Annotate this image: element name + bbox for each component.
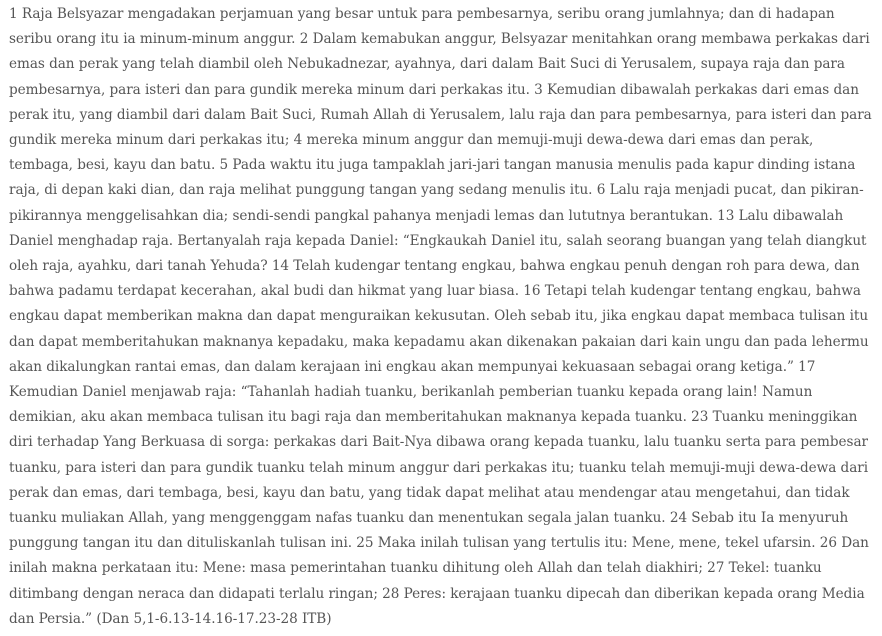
scripture-passage: 1 Raja Belsyazar mengadakan perjamuan yang besar untuk para pembesarnya, seribu orang jumlahnya; dan di hadapan seribu orang itu ia minum-minum anggur. 2 Dalam kemabukan anggur, Belsyazar menitahkan orang membawa perkakas dari emas dan perak yang telah diambil oleh Nebukadnezar, ayahnya, dari dalam Bait Suci di Yerusalem, supaya raja dan para pembesarnya, para isteri dan para gundik mereka minum dari perkakas itu. 3 Kemudian dibawalah perkakas dari emas dan perak itu, yang diambil dari dalam Bait Suci, Rumah Allah di Yerusalem, lalu raja dan para pembesarnya, para isteri dan para gundik mereka minum dari perkakas itu; 4 mereka minum anggur dan memuji-muji dewa-dewa dari emas dan perak, tembaga, besi, kayu dan batu. 5 Pada waktu itu juga tampaklah jari-jari tangan manusia menulis pada kapur dinding istana raja, di depan kaki dian, dan raja melihat punggung tangan yang sedang menulis itu. 6 Lalu raja menjadi pucat, dan pikiran-pikirannya menggelisahkan dia; sendi-sendi pangkal pahanya menjadi lemas dan lututnya berantukan. 13 Lalu dibawalah Daniel menghadap raja. Bertanyalah raja kepada Daniel: “Engkaukah Daniel itu, salah seorang buangan yang telah diangkut oleh raja, ayahku, dari tanah Yehuda? 14 Telah kudengar tentang engkau, bahwa engkau penuh dengan roh para dewa, dan bahwa padamu terdapat kecerahan, akal budi dan hikmat yang luar biasa. 16 Tetapi telah kudengar tentang engkau, bahwa engkau dapat memberikan makna dan dapat menguraikan kekusutan. Oleh sebab itu, jika engkau dapat membaca tulisan itu dan dapat memberitahukan maknanya kepadaku, maka kepadamu akan dikenakan pakaian dari kain ungu dan pada lehermu akan dikalungkan rantai emas, dan dalam kerajaan ini engkau akan mempunyai kekuasaan sebagai orang ketiga.” 17 Kemudian Daniel menjawab raja: “Tahanlah hadiah tuanku, berikanlah pemberian tuanku kepada orang lain! Namun demikian, aku akan membaca tulisan itu bagi raja dan memberitahukan maknanya kepada tuanku. 23 Tuanku meninggikan diri terhadap Yang Berkuasa di sorga: perkakas dari Bait-Nya dibawa orang kepada tuanku, lalu tuanku serta para pembesar tuanku, para isteri dan para gundik tuanku telah minum anggur dari perkakas itu; tuanku telah memuji-muji dewa-dewa dari perak dan emas, dari tembaga, besi, kayu dan batu, yang tidak dapat melihat atau mendengar atau mengetahui, dan tidak tuanku muliakan Allah, yang menggenggam nafas tuanku dan menentukan segala jalan tuanku. 24 Sebab itu Ia menyuruh punggung tangan itu dan dituliskanlah tulisan ini. 25 Maka inilah tulisan yang tertulis itu: Mene, mene, tekel ufarsin. 26 Dan inilah makna perkataan itu: Mene: masa pemerintahan tuanku dihitung oleh Allah dan telah diakhiri; 27 Tekel: tuanku ditimbang dengan neraca dan didapati terlalu ringan; 28 Peres: kerajaan tuanku dipecah dan diberikan kepada orang Media dan Persia.” (Dan 5,1-6.13-14.16-17.23-28 ITB) [9,6,872,627]
